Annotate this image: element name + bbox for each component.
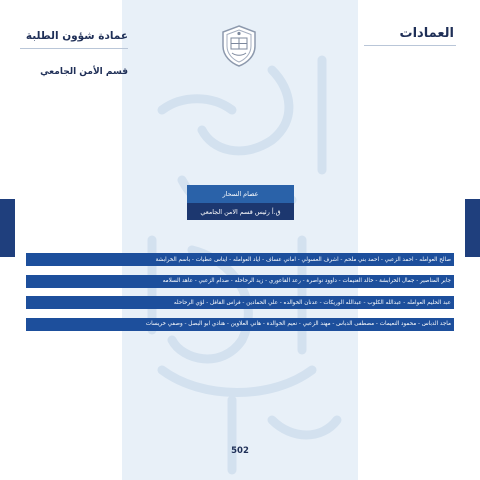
section-title: العمادات	[399, 26, 454, 41]
member-row: ماجد الدباس - محمود النعيمات - مصطفى الدباس - مهند الزعبي - نعيم الخوالدة - هاني العلاوين - هنادي ابو البصل - وصفي خريسات	[26, 318, 454, 331]
calligraphy-watermark	[122, 0, 358, 480]
department-head-card	[187, 185, 294, 220]
right-side-tab	[465, 199, 480, 257]
university-crest-icon	[217, 24, 261, 68]
department-title: قسم الأمن الجامعي	[40, 67, 128, 77]
left-side-tab	[0, 199, 15, 257]
deanship-title: عمادة شؤون الطلبة	[25, 30, 128, 42]
member-list	[26, 253, 454, 339]
head-role: ق.أ رئيس قسم الامن الجامعي	[187, 203, 294, 220]
member-row: صالح العوامله - احمد الزعبي - احمد بني ملحم - اشرف العسولي - اماني عساف - اياد العوامله - ايناس عطيات - باسم الخرابشة	[26, 253, 454, 266]
page-number: 502	[231, 446, 249, 456]
deanship-underline	[20, 48, 128, 49]
member-row: عبد الحليم العوامله - عبدالله الكلوب - عبدالله الوريكات - عدنان الخوالده - علي الحمادين - فراس القافل - لؤي الرحاحله	[26, 296, 454, 309]
head-name: عصام السحار	[187, 185, 294, 203]
section-title-underline	[364, 45, 456, 46]
member-row: جابر المناصير - جمال الخرابشة - خالد الغنيمات - داوود نواصرة - رعد القاعوري - زيد الرحاحله - صدام الزعبي - عاهد السلامه	[26, 275, 454, 288]
